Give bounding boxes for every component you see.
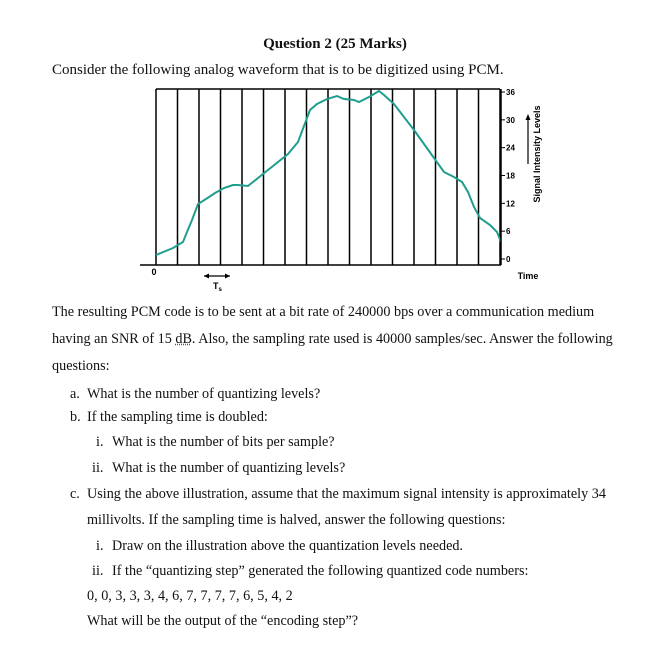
question-b-ii-marker: ii. [92,460,104,476]
question-c-i-text: Draw on the illustration above the quantization levels needed. [112,538,464,554]
paragraph-line-3: questions: [52,358,110,374]
question-a-text: What is the number of quantizing levels? [87,386,321,402]
y-tick-label: 30 [506,115,515,125]
y-tick-label: 12 [506,199,515,209]
question-c-text-line-2: millivolts. If the sampling time is halved, answer the following questions: [87,512,506,528]
x-axis-label: Time [517,271,539,281]
question-title: Question 2 (25 Marks) [263,36,407,52]
quantized-codes: 0, 0, 3, 3, 3, 4, 6, 7, 7, 7, 7, 6, 5, 4, 2 [87,588,293,604]
question-b-i-text: What is the number of bits per sample? [112,434,335,450]
intro-text: Consider the following analog waveform that is to be digitized using PCM. [52,62,504,78]
question-c-ii-text: If the “quantizing step” generated the following quantized code numbers: [112,563,529,579]
y-tick-label: 36 [506,88,515,97]
y-tick-label: 0 [506,255,511,264]
ts-marker [204,274,230,293]
paragraph-line-1: The resulting PCM code is to be sent at a bit rate of 240000 bps over a communication medium [52,304,595,320]
paragraph-line-2-start: having an SNR of 15 [52,331,176,347]
y-tick-label: 24 [506,143,515,153]
paragraph-line-2 [52,331,613,348]
pcm-waveform-figure [140,82,560,292]
y-tick-label: 6 [506,227,511,237]
svg-text:Ts [213,281,223,292]
y-tick-label: 18 [506,171,515,181]
sampling-bars [156,89,500,265]
ts-label: T [213,281,219,291]
question-c-marker: c. [70,486,80,502]
question-b-marker: b. [70,409,81,425]
question-a-marker: a. [70,386,80,402]
question-b-text: If the sampling time is doubled: [87,409,268,425]
question-c-ii-marker: ii. [92,563,104,579]
question-c-text-line-1: Using the above illustration, assume that the maximum signal intensity is approximately 34 [87,486,606,502]
question-c-i-marker: i. [96,538,104,554]
y-axis-ticks [501,88,515,264]
y-axis-arrow [526,114,531,164]
ts-subscript: s [218,287,222,292]
question-c-final: What will be the output of the “encoding step”? [87,613,359,629]
db-unit: dB [175,331,192,347]
question-b-ii-text: What is the number of quantizing levels? [112,460,346,476]
paragraph-line-2-end: . Also, the sampling rate used is 40000 samples/sec. Answer the following [191,331,613,347]
y-axis-label: Signal Intensity Levels [532,105,542,203]
question-b-i-marker: i. [96,434,104,450]
origin-label: 0 [151,267,157,277]
